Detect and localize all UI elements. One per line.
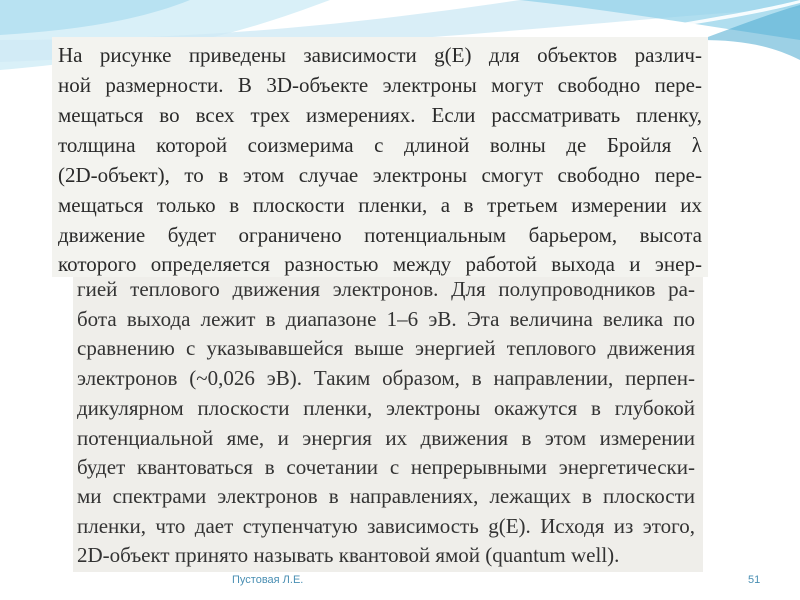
text-line: бота выхода лежит в диапазоне 1–6 эВ. Эта величина велика по <box>77 307 695 331</box>
text-line: ми спектрами электронов в направлениях, лежащих в плоскости <box>77 484 695 508</box>
text-line: пленки, что дает ступенчатую зависимость g(E). Исходя из этого, <box>77 514 695 538</box>
text-line: мещаться во всех трех измерениях. Если рассматривать пленку, <box>58 103 702 127</box>
text-line: ной размерности. В 3D-объекте электроны могут свободно пере- <box>58 73 702 97</box>
text-line: сравнению с указывавшейся выше энергией теплового движения <box>77 336 695 360</box>
text-line: которого определяется разностью между работой выхода и энер- <box>58 252 702 276</box>
text-line: гией теплового движения электронов. Для полупроводников ра- <box>77 277 695 301</box>
text-line: 2D-объект принято называть квантовой ямой (quantum well). <box>77 543 620 567</box>
text-line: будет квантоваться в сочетании с непрерывными энергетически- <box>77 455 695 479</box>
text-line: потенциальной яме, и энергия их движения в этом измерении <box>77 426 695 450</box>
text-line: движение будет ограничено потенциальным барьером, высота <box>58 223 702 247</box>
scanned-text-block-top <box>52 37 708 277</box>
text-line: мещаться только в плоскости пленки, а в третьем измерении их <box>58 193 702 217</box>
text-line: дикулярном плоскости пленки, электроны окажутся в глубокой <box>77 396 695 420</box>
text-line: На рисунке приведены зависимости g(E) для объектов различ- <box>58 43 702 67</box>
text-line: электронов (~0,026 эВ). Таким образом, в направлении, перпен- <box>77 366 695 390</box>
scanned-text-block-bottom <box>73 277 703 572</box>
footer-author: Пустовая Л.Е. <box>232 574 304 586</box>
text-line: толщина которой соизмерима с длиной волны де Бройля λ <box>58 133 702 157</box>
text-line: (2D-объект), то в этом случае электроны смогут свободно пере- <box>58 163 702 187</box>
page-number: 51 <box>748 574 761 586</box>
